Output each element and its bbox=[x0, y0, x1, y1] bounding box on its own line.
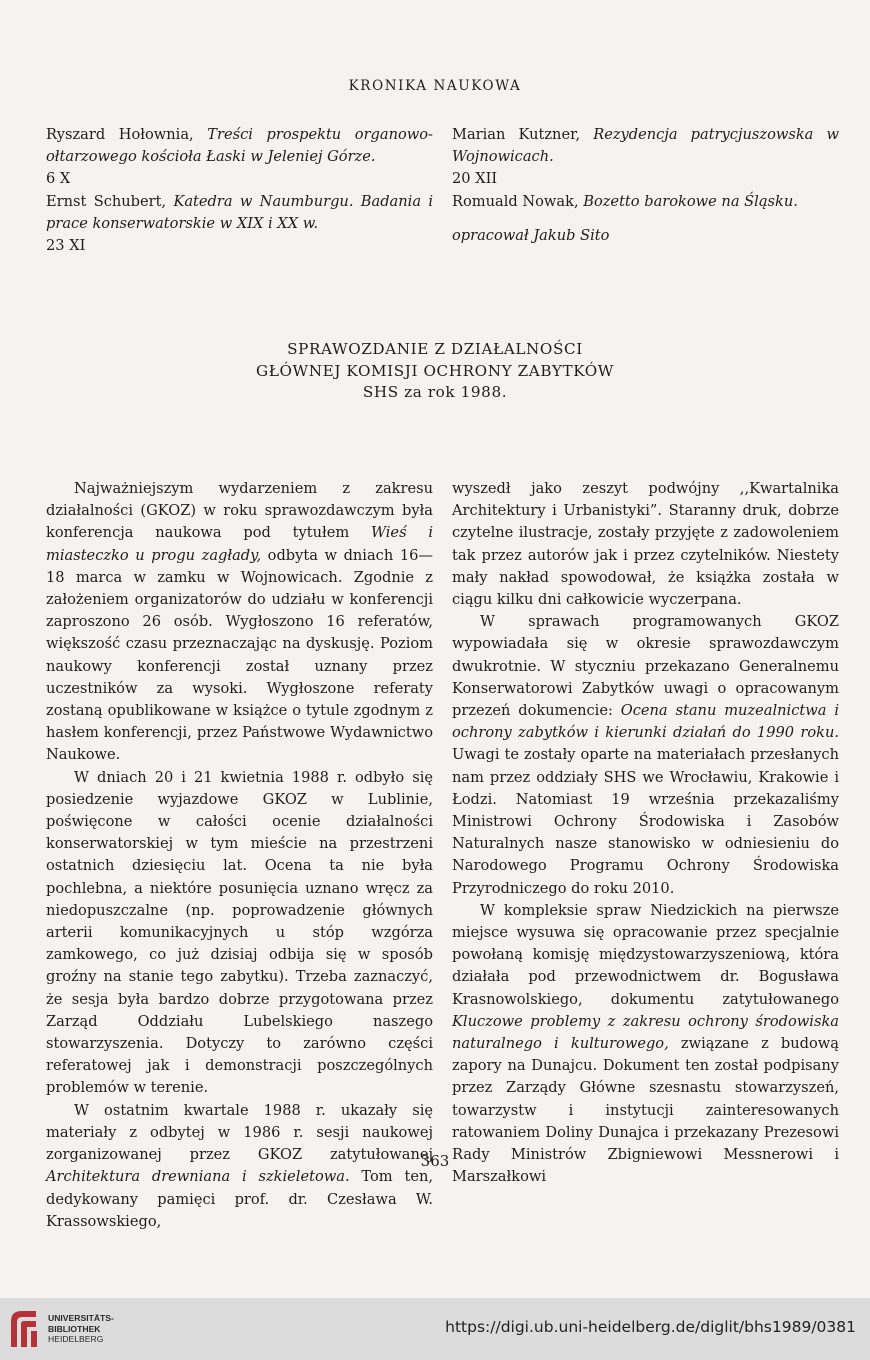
permalink-url[interactable]: https://digi.ub.uni-heidelberg.de/diglit/bhs1989/0381 bbox=[445, 1318, 856, 1336]
running-head: KRONIKA NAUKOWA bbox=[348, 78, 522, 94]
listing-entry bbox=[452, 124, 839, 168]
page-number: 363 bbox=[420, 1152, 450, 1170]
entry-date: 20 XII bbox=[452, 170, 498, 188]
library-name-line: UNIVERSITÄTS- bbox=[48, 1313, 114, 1323]
library-name-line: BIBLIOTHEK bbox=[48, 1323, 101, 1334]
entry-author: Ryszard Hołownia, bbox=[46, 126, 208, 143]
section-title-line: SPRAWOZDANIE Z DZIAŁALNOŚCI bbox=[287, 340, 583, 358]
entry-title: Katedra w Naumburgu. Badania i prace konserwatorskie w XIX i XX w. bbox=[46, 192, 433, 232]
text-run: Uwagi te zostały oparte na materiałach przesłanych nam przez oddziały SHS we Wrocławiu, Krakowie i Łodzi. Natomiast 19 września przekazaliśmy Ministrowi Ochrony Środowiska i Zasobów Naturalnych nasze stanowisko w odniesieniu do Narodowego Programu Ochrony Środowiska Przyrodniczego do roku 2010. bbox=[452, 746, 839, 897]
entry-title: Bozetto barokowe na Śląsku. bbox=[583, 192, 798, 210]
section-title-line: SHS za rok 1988. bbox=[362, 383, 508, 401]
listing-entry bbox=[46, 124, 433, 168]
text-run: W ostatnim kwartale 1988 r. ukazały się materiały z odbytej w 1986 r. sesji naukowej zorganizowanej przez GKOZ zatytułowanej bbox=[46, 1101, 433, 1164]
library-name-line: HEIDELBERG bbox=[48, 1334, 104, 1345]
top-left-listing bbox=[46, 124, 433, 257]
library-name bbox=[48, 1313, 114, 1345]
heidelberg-library-logo-icon[interactable] bbox=[8, 1308, 40, 1350]
paragraph bbox=[452, 611, 839, 900]
section-title bbox=[0, 339, 870, 404]
italic-title: Ocena stanu muzealnictwa i ochrony zabytków i kierunki działań do 1990 roku. bbox=[452, 702, 839, 742]
entry-author: Romuald Nowak, bbox=[452, 192, 584, 210]
italic-title: Kluczowe problemy z zakresu ochrony środowiska naturalnego i kulturowego, bbox=[452, 1012, 839, 1053]
text-run: Najważniejszym wydarzeniem z zakresu działalności (GKOZ) w roku sprawozdawczym była konferencja naukowa pod tytułem bbox=[46, 480, 433, 542]
section-title-line: GŁÓWNEJ KOMISJI OCHRONY ZABYTKÓW bbox=[255, 361, 615, 380]
entry-title: Treści prospektu organowo-ołtarzowego kościoła Łaski w Jeleniej Górze. bbox=[46, 126, 433, 166]
paragraph bbox=[46, 478, 433, 767]
body-right-column bbox=[452, 478, 839, 1189]
italic-title: Wieś i miasteczko u progu zagłady, bbox=[46, 524, 434, 564]
listing-entry bbox=[452, 191, 839, 213]
italic-title: Architektura drewniana i szkieletowa. bbox=[46, 1168, 350, 1186]
entry-author: Ernst Schubert, bbox=[46, 192, 174, 210]
entry-title: Rezydencja patrycjuszowska w Wojnowicach. bbox=[452, 126, 839, 166]
listing-entry bbox=[46, 191, 433, 235]
paragraph bbox=[452, 900, 839, 1189]
top-right-listing bbox=[452, 124, 839, 247]
entry-author: Marian Kutzner, bbox=[452, 126, 594, 143]
text-run: Tom ten, dedykowany pamięci prof. dr. Czesława W. Krassowskiego, bbox=[46, 1168, 433, 1230]
text-run: W sprawach programowanych GKOZ wypowiadała się w okresie sprawozdawczym dwukrotnie. W styczniu przekazano Generalnemu Konserwatorowi Zabytków uwagi o opracowanym przezeń dokumencie: bbox=[452, 613, 839, 720]
paragraph: W dniach 20 i 21 kwietnia 1988 r. odbyło się posiedzenie wyjazdowe GKOZ w Lublinie, poświęcone w całości ocenie działalności konserwatorskiej w tym mieście na przestrzeni ostatnich dziesięciu lat. Ocena ta nie była pochlebna, a niektóre posunięcia uznano wręcz za niedopuszczalne (np. poprowadzenie głównych arterii komunikacyjnych u stóp wzgórza zamkowego, co już dzisiaj odbija się w sposób groźny na stanie tego zabytku). Trzeba zaznaczyć, że sesja była bardzo dobrze przygotowana przez Zarząd Oddziału Lubelskiego naszego stowarzyszenia. Dotyczy to zarówno części referatowej jak i demonstracji poszczególnych problemów w terenie. bbox=[46, 768, 433, 1097]
text-run: W kompleksie spraw Niedzickich na pierwsze miejsce wysuwa się opracowanie przez specjalnie powołaną komisję międzystowarzyszeniową, która działała pod przewodnictwem dr. Bogusława Krasnowolskiego, dokumentu zatytułowanego bbox=[452, 901, 839, 1008]
viewer-footer bbox=[0, 1298, 870, 1360]
body-left-column bbox=[46, 478, 433, 1233]
text-run: odbyta w dniach 16—18 marca w zamku w Wojnowicach. Zgodnie z założeniem organizatorów do udziału w konferencji zaproszono 26 osób. Wygłoszono 16 referatów, większość czasu przeznaczając na dyskusję. Poziom naukowy konferencji został uznany przez uczestników za wysoki. Wygłoszone referaty zostaną opublikowane w książce o tytule zgodnym z hasłem konferencji, przez Państwowe Wydawnictwo Naukowe. bbox=[46, 546, 433, 764]
paragraph: wyszedł jako zeszyt podwójny ,,Kwartalnika Architektury i Urbanistyki”. Staranny druk, dobrze czytelne ilustracje, zostały przyjęte z zadowoleniem tak przez autorów jak i przez czytelników. Niestety mały nakład spowodował, że książka została w ciągu kilku dni całkowicie wyczerpana. bbox=[452, 480, 839, 609]
text-run: związane z budową zapory na Dunajcu. Dokument ten został podpisany przez Zarządy Główne szesnastu stowarzyszeń, towarzystw i instytucji zainteresowanych ratowaniem Doliny Dunajca i przekazany Prezesowi Rady Ministrów Zbigniewowi Messnerowi i Marszałkowi bbox=[452, 1035, 839, 1186]
entry-date: 23 XI bbox=[46, 237, 86, 255]
entry-date: 6 X bbox=[46, 170, 71, 188]
signature: opracował Jakub Sito bbox=[452, 226, 610, 244]
